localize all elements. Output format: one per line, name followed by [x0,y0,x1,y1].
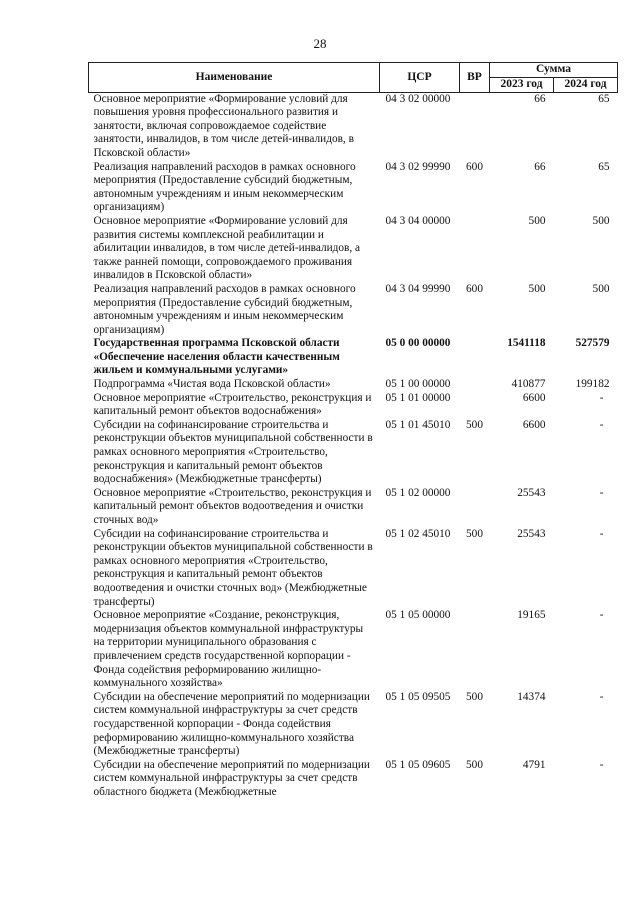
row-sum-2024: 500 [592,214,610,227]
row-sum-2024: - [599,609,604,622]
header-sum: Сумма [490,63,618,78]
row-sum-2023: 19165 [517,609,546,622]
row-csr: 04 3 02 99990 [385,160,451,173]
row-sum-2024: 500 [592,282,610,295]
row-csr: 05 1 01 45010 [385,418,451,431]
row-csr: 04 3 02 00000 [385,92,451,105]
row-vr [460,487,490,528]
row-vr [460,337,490,378]
row-vr: 500 [466,418,483,431]
row-name: Государственная программа Псковской области «Обеспечение населения области качественным жильем и коммунальными услугами» [93,337,340,377]
row-sum-2023: 14374 [517,690,546,703]
row-sum-2023: 6600 [522,391,546,404]
row-csr: 04 3 04 99990 [385,282,451,295]
row-sum-2023: 1541118 [507,337,546,350]
table-row [89,378,618,392]
row-csr: 05 0 00 00000 [385,337,451,350]
row-sum-2024: 65 [598,92,610,105]
row-csr: 05 1 00 00000 [385,378,451,391]
row-name: Субсидии на софинансирование строительства и реконструкции объектов муниципальной собственности в рамках основного мероприятия «Строительство, реконструкция и капитальный ремонт объектов водоотведения и очистки сточных вод» (Межбюджетные трансферты) [93,527,373,608]
row-name: Субсидии на обеспечение мероприятий по модернизации систем коммунальной инфраструктуры за счет средств областного бюджета (Межбюджетные [93,758,370,798]
row-vr: 600 [466,282,483,295]
row-vr [460,215,490,283]
row-name: Субсидии на обеспечение мероприятий по модернизации систем коммунальной инфраструктуры за счет средств государственной корпорации - Фонда содействия реформированию жилищно-коммунального хозяйства (Межбюджетные трансферты) [93,690,370,758]
row-csr: 04 3 04 00000 [385,214,451,227]
row-sum-2023: 500 [528,282,546,295]
table-body [89,92,618,799]
row-sum-2023: 25543 [517,486,546,499]
row-sum-2024: 65 [598,160,610,173]
row-sum-2024: - [599,486,604,499]
table-row [89,337,618,378]
row-vr: 600 [466,160,483,173]
table-row [89,487,618,528]
row-name: Субсидии на софинансирование строительства и реконструкции объектов муниципальной собственности в рамках основного мероприятия «Строительство, реконструкция и капитальный ремонт объектов водоснабжения» (Межбюджетные трансферты) [93,418,373,486]
row-csr: 05 1 01 00000 [385,391,451,404]
row-sum-2024: - [599,758,604,771]
row-sum-2023: 4791 [522,758,546,771]
row-sum-2024: 527579 [575,337,610,350]
table-row [89,161,618,215]
header-year-2023: 2023 год [490,78,554,93]
row-vr [460,378,490,392]
row-name: Основное мероприятие «Строительство, реконструкция и капитальный ремонт объектов водоснабжения» [93,391,372,418]
row-sum-2024: - [599,418,604,431]
table-row [89,419,618,487]
table-row [89,215,618,283]
row-csr: 05 1 02 45010 [385,527,451,540]
row-name: Основное мероприятие «Создание, реконструкция, модернизация объектов коммунальной инфраструктуры на территории муниципального образования с привлечением средств государственной корпорации - Фонда содействия реформированию жилищно-коммунального хозяйства» [93,609,364,690]
row-sum-2024: - [599,690,604,703]
row-sum-2024: 199182 [575,378,610,391]
page-number: 28 [313,36,327,51]
row-csr: 05 1 05 09605 [385,758,451,771]
row-sum-2023: 25543 [517,527,546,540]
row-name: Подпрограмма «Чистая вода Псковской области» [93,378,331,391]
row-name: Реализация направлений расходов в рамках основного мероприятия (Предоставление субсидий бюджетным, автономным учреждениям и иным некоммерческим организациям) [93,282,356,336]
row-csr: 05 1 05 00000 [385,609,451,622]
row-vr [460,92,490,160]
row-vr [460,392,490,419]
header-name: Наименование [89,63,380,93]
table-row [89,528,618,610]
row-name: Основное мероприятие «Строительство, реконструкция и капитальный ремонт объектов водоотведения и очистки сточных вод» [93,486,372,526]
row-sum-2024: - [599,391,604,404]
row-sum-2023: 500 [528,214,546,227]
row-sum-2024: - [599,527,604,540]
table-row [89,759,618,800]
row-csr: 05 1 05 09505 [385,690,451,703]
row-vr: 500 [466,758,483,771]
row-name: Реализация направлений расходов в рамках основного мероприятия (Предоставление субсидий бюджетным, автономным учреждениям и иным некоммерческим организациям) [93,160,356,214]
row-name: Основное мероприятие «Формирование условий для развития системы комплексной реабилитации и абилитации инвалидов, в том числе детей-инвалидов, а также ранней помощи, сопровождаемого проживания инвалидов в Псковской области» [93,214,361,282]
header-year-2024: 2024 год [554,78,618,93]
row-csr: 05 1 02 00000 [385,486,451,499]
header-vr: ВР [460,63,490,93]
row-sum-2023: 6600 [522,418,546,431]
table-header [89,63,618,93]
header-csr: ЦСР [380,63,460,93]
table-row [89,691,618,759]
table-row [89,609,618,691]
row-sum-2023: 66 [534,92,546,105]
row-vr: 500 [466,690,483,703]
table-row [89,392,618,419]
table-row [89,92,618,160]
row-vr [460,609,490,691]
row-sum-2023: 66 [534,160,546,173]
row-vr: 500 [466,527,483,540]
row-name: Основное мероприятие «Формирование условий для повышения уровня профессионального развития и занятости, включая сопровождаемое содействие занятости, инвалидов, в том числе детей-инвалидов, в Псковской области» [93,92,354,159]
table-row [89,283,618,337]
budget-table [88,62,618,799]
row-sum-2023: 410877 [511,378,546,391]
